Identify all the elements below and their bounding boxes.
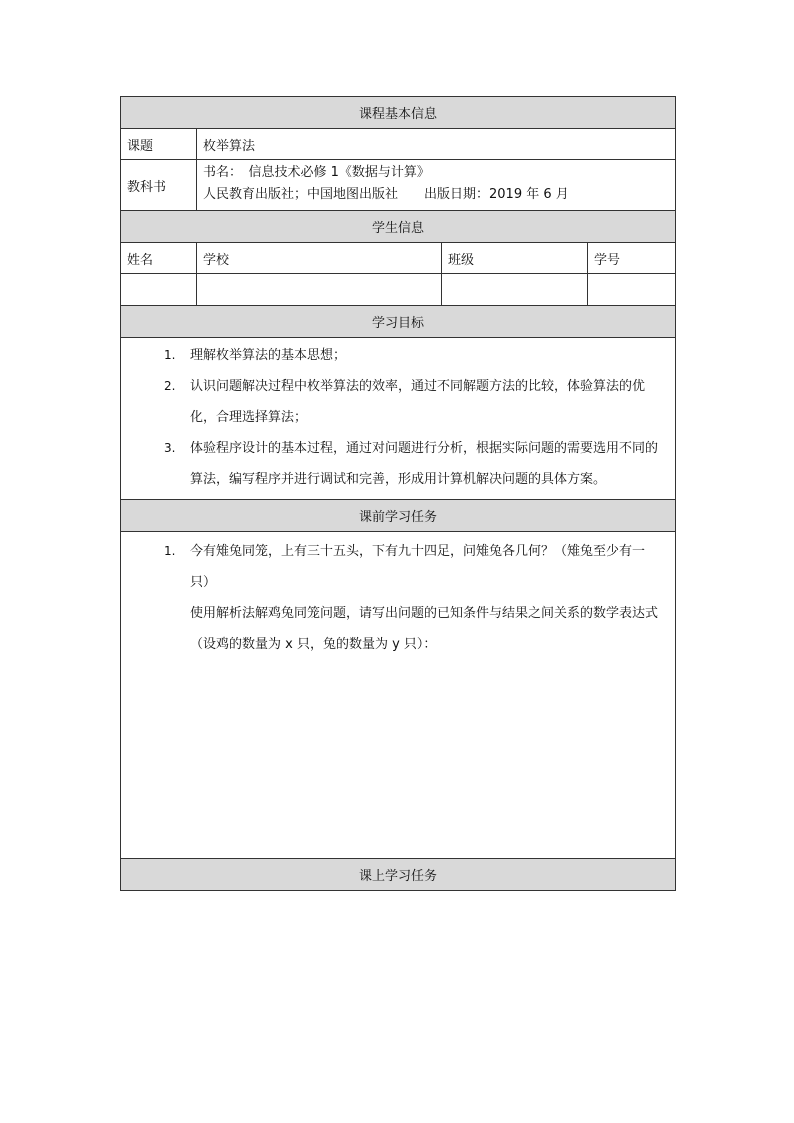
task-number: 1.: [164, 544, 176, 558]
student-id-field[interactable]: [588, 274, 676, 306]
pre-class-task: [127, 532, 669, 858]
book-title-line: 书名： 信息技术必修 1《数据与计算》: [203, 165, 430, 180]
task-question: 今有雉兔同笼，上有三十五头，下有九十四足，问雉兔各几何？（雉兔至少有一只）: [190, 544, 646, 590]
goal-text: 理解枚举算法的基本思想；: [190, 348, 347, 363]
pre-class-cell: [121, 532, 676, 859]
task-item-1: [127, 536, 669, 598]
goal-item-1: [127, 340, 669, 371]
in-class-header: 课上学习任务: [121, 859, 676, 891]
publisher-line: 人民教育出版社；中国地图出版社 出版日期：2019 年 6 月: [203, 187, 569, 202]
goal-number: 3.: [164, 441, 176, 455]
goal-text: 体验程序设计的基本过程，通过对问题进行分析，根据实际问题的需要选用不同的算法，编写程序并进行调试和完善，形成用计算机解决问题的具体方案。: [190, 441, 659, 487]
course-info-header: 课程基本信息: [121, 97, 676, 129]
topic-value: 枚举算法: [197, 129, 676, 160]
goal-number: 2.: [164, 379, 176, 393]
goal-item-3: [127, 433, 669, 495]
school-column-label: 学校: [197, 243, 442, 274]
student-id-column-label: 学号: [588, 243, 676, 274]
class-field[interactable]: [442, 274, 588, 306]
goal-number: 1.: [164, 348, 176, 362]
goal-item-2: [127, 371, 669, 433]
lesson-plan-table: [120, 96, 676, 891]
textbook-label: 教科书: [121, 160, 197, 211]
pre-class-header: 课前学习任务: [121, 500, 676, 532]
topic-label: 课题: [121, 129, 197, 160]
name-column-label: 姓名: [121, 243, 197, 274]
goals-list: [127, 338, 669, 499]
goals-header: 学习目标: [121, 306, 676, 338]
goals-cell: [121, 338, 676, 500]
school-field[interactable]: [197, 274, 442, 306]
goal-text: 认识问题解决过程中枚举算法的效率，通过不同解题方法的比较，体验算法的优化，合理选择算法；: [190, 379, 646, 425]
task-instruction: 使用解析法解鸡兔同笼问题，请写出问题的已知条件与结果之间关系的数学表达式（设鸡的数量为 x 只，兔的数量为 y 只）：: [190, 606, 659, 652]
textbook-info: [197, 160, 676, 211]
class-column-label: 班级: [442, 243, 588, 274]
student-info-header: 学生信息: [121, 211, 676, 243]
name-field[interactable]: [121, 274, 197, 306]
